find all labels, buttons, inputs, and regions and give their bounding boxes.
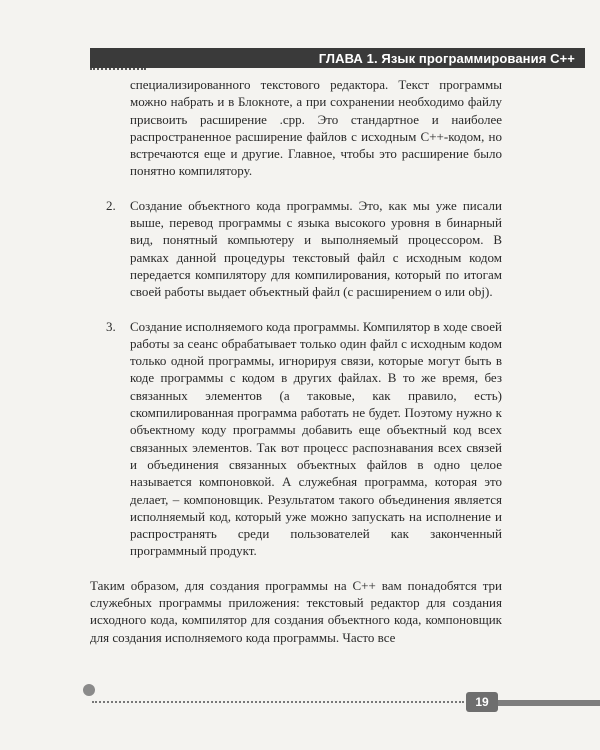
footer-dotted-rule (92, 701, 464, 703)
page-body (90, 76, 502, 646)
chapter-title: ГЛАВА 1. Язык программирования C++ (318, 50, 575, 66)
intro-continuation: специализированного текстового редактора. Текст программы можно набрать и в Блокноте, а при сохранении необходимо файлу присвоить расширение .cpp. Это стандартное и наиболее распространенное расширение файлов с исходным C++-кодом, но встречаются еще и другие. Главное, чтобы это расширение было понятно компилятору. (130, 77, 502, 179)
list-item (90, 318, 502, 560)
header-dotted-rule (90, 68, 146, 70)
footer-bullet-icon (83, 684, 95, 696)
chapter-header-bar (90, 48, 585, 68)
list-item-number: 2. (106, 197, 116, 213)
list-item-number: 3. (106, 318, 116, 334)
footer-strip (498, 700, 600, 706)
list-item-text: Создание объектного кода программы. Это, как мы уже писали выше, перевод программы с языка высокого уровня в бинарный вид, понятный компьютеру и выполняемый процессором. В рамках данной процедуры текстовый файл с исходным кодом передается компилятору для компилирования, который по итогам своей работы выдает объектный файл (с расширением o или obj). (130, 197, 502, 300)
list-item (90, 197, 502, 301)
list-item-text: Создание исполняемого кода программы. Компилятор в ходе своей работы за сеанс обрабатывает только один файл с исходным кодом только одной программы, игнорируя связи, которые могут быть в коде программы с кодом в других файлах. В то же время, без связанных элементов (а таковые, как правило, есть) скомпилированная программа работать не будет. Поэтому нужно к объектному коду программы добавить еще объектный код всех связанных элементов. Так вот процесс распознавания всех связей и объединения связанных объектных файлов в одно целое называется компоновкой. А служебная программа, которая это делает, – компоновщик. Результатом такого объединения является исполняемый код, который уже можно запускать на исполнение и распространять среди пользователей как законченный программный продукт. (130, 318, 502, 559)
closing-paragraph: Таким образом, для создания программы на C++ вам понадобятся три служебных программы приложения: текстовый редактор для создания исходного кода, компилятор для создания объектного кода, компоновщик для создания исполняемого кода программы. Часто все (90, 577, 502, 645)
page-number: 19 (466, 692, 498, 712)
